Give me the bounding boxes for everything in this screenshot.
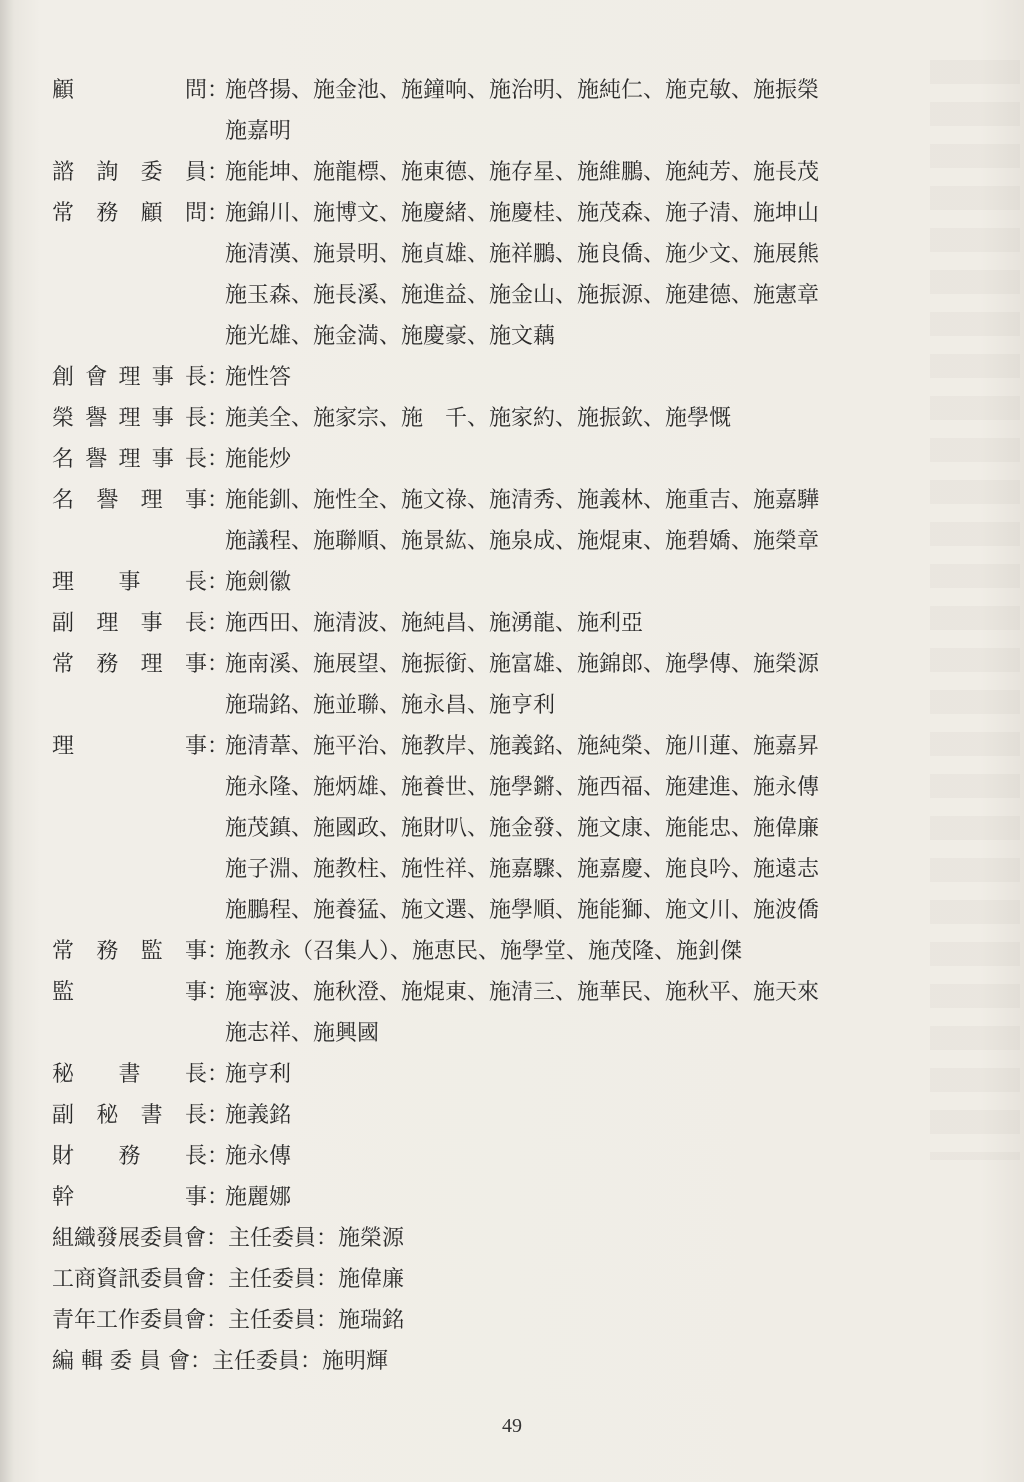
colon-separator: ： [207, 406, 230, 431]
role-label-char: 員 [184, 160, 207, 185]
roster-entry [52, 1054, 932, 1095]
page-number: 49 [502, 1415, 522, 1437]
member-names-line: 施義銘 [225, 1103, 292, 1128]
colon-separator: ： [207, 160, 230, 185]
role-label-char: 副 [52, 611, 75, 636]
role-label-char: 常 [52, 939, 75, 964]
member-names [225, 1136, 291, 1177]
role-label-char: 譽 [85, 406, 108, 431]
colon-separator: ： [207, 1144, 230, 1169]
member-names [225, 603, 643, 644]
role-label-char: 常 [52, 201, 75, 226]
member-names-line: 施能坤、施龍標、施東德、施存星、施維鵬、施純芳、施長茂 [225, 160, 820, 185]
role-label-char: 長 [184, 406, 207, 431]
member-names-line: 施麗娜 [225, 1185, 292, 1210]
role-label-char: 事 [184, 1185, 207, 1210]
role-label [52, 398, 207, 439]
role-label-char: 理 [96, 611, 119, 636]
member-names-line: 施亨利 [225, 1062, 292, 1087]
colon-separator: ： [207, 201, 230, 226]
colon-separator: ： [207, 488, 230, 513]
member-names-line: 施永隆、施炳雄、施養世、施學鏘、施西福、施建進、施永傳 [225, 775, 820, 800]
member-names-line: 施清葦、施平治、施教岸、施義銘、施純榮、施川蓮、施嘉昇 [225, 734, 820, 759]
role-label-char: 詢 [96, 160, 119, 185]
role-label-char: 事 [184, 980, 207, 1005]
role-label [52, 726, 207, 767]
role-label-char: 理 [118, 406, 141, 431]
role-label-char: 事 [184, 652, 207, 677]
role-label [52, 603, 207, 644]
role-label-char: 理 [52, 570, 75, 595]
role-label [52, 1177, 207, 1218]
roster-list [52, 70, 932, 1382]
role-label [52, 193, 207, 234]
member-names [225, 972, 819, 1054]
committee-list [52, 1218, 932, 1382]
role-label-char: 事 [151, 406, 174, 431]
colon-separator: ： [207, 1103, 230, 1128]
role-label [52, 70, 207, 111]
role-label-char: 幹 [52, 1185, 75, 1210]
role-label-char: 長 [184, 570, 207, 595]
roster-entry [52, 726, 932, 931]
role-label [52, 439, 207, 480]
role-label-char: 事 [140, 611, 163, 636]
colon-separator: ： [207, 611, 230, 636]
member-names [225, 439, 291, 480]
colon-separator: ： [207, 570, 230, 595]
roster-entry [52, 931, 932, 972]
member-names-line: 施嘉明 [225, 119, 292, 144]
role-label [52, 1136, 207, 1177]
role-label-char: 理 [140, 488, 163, 513]
role-label [52, 972, 207, 1013]
role-label-char: 秘 [52, 1062, 75, 1087]
role-label [52, 152, 207, 193]
colon-separator: ： [207, 78, 230, 103]
member-names-line: 施子淵、施教柱、施性祥、施嘉驟、施嘉慶、施良吟、施遠志 [225, 857, 820, 882]
role-label-char: 務 [118, 1144, 141, 1169]
role-label [52, 931, 207, 972]
member-names-line: 施錦川、施博文、施慶緒、施慶桂、施茂森、施子清、施坤山 [225, 201, 820, 226]
role-label [52, 1054, 207, 1095]
member-names-line: 施議程、施聯順、施景紘、施泉成、施焜東、施碧嬌、施榮章 [225, 529, 820, 554]
member-names-line: 施性答 [225, 365, 292, 390]
member-names-line: 施玉森、施長溪、施進益、施金山、施振源、施建德、施憲章 [225, 283, 820, 308]
role-label [52, 1095, 207, 1136]
committee-line: 編 輯 委 員 會：主任委員：施明輝 [52, 1349, 388, 1374]
member-names-line: 施能釧、施性全、施文祿、施清秀、施義林、施重吉、施嘉驊 [225, 488, 820, 513]
colon-separator: ： [207, 652, 230, 677]
roster-entry [52, 152, 932, 193]
member-names-line: 施永傳 [225, 1144, 292, 1169]
roster-entry [52, 70, 932, 152]
role-label-char: 長 [184, 611, 207, 636]
role-label-char: 譽 [96, 488, 119, 513]
member-names [225, 562, 291, 603]
member-names [225, 1177, 291, 1218]
role-label-char: 監 [140, 939, 163, 964]
role-label-char: 常 [52, 652, 75, 677]
bleed-through-shadow [930, 60, 1020, 1160]
roster-entry [52, 480, 932, 562]
roster-entry [52, 972, 932, 1054]
committee-line: 組織發展委員會：主任委員：施榮源 [52, 1226, 405, 1251]
colon-separator: ： [207, 939, 230, 964]
role-label-char: 事 [184, 488, 207, 513]
roster-entry [52, 193, 932, 357]
committee-line: 青年工作委員會：主任委員：施瑞銘 [52, 1308, 405, 1333]
roster-entry [52, 562, 932, 603]
roster-entry [52, 644, 932, 726]
member-names-line: 施美全、施家宗、施 千、施家約、施振欽、施學慨 [225, 406, 732, 431]
role-label [52, 562, 207, 603]
role-label-char: 理 [140, 652, 163, 677]
role-label-char: 會 [85, 365, 108, 390]
role-label-char: 顧 [140, 201, 163, 226]
member-names-line: 施志祥、施興國 [225, 1021, 380, 1046]
member-names-line: 施啓揚、施金池、施鐘响、施治明、施純仁、施克敏、施振榮 [225, 78, 820, 103]
role-label-char: 問 [184, 78, 207, 103]
member-names [225, 480, 819, 562]
colon-separator: ： [207, 734, 230, 759]
role-label-char: 秘 [96, 1103, 119, 1128]
role-label-char: 務 [96, 939, 119, 964]
role-label-char: 問 [184, 201, 207, 226]
role-label-char: 事 [184, 939, 207, 964]
role-label-char: 長 [184, 1103, 207, 1128]
roster-entry [52, 357, 932, 398]
colon-separator: ： [207, 1185, 230, 1210]
roster-entry [52, 398, 932, 439]
member-names-line: 施教永（召集人）、施恵民、施學堂、施茂隆、施釗傑 [225, 939, 743, 964]
role-label-char: 委 [140, 160, 163, 185]
member-names [225, 152, 819, 193]
role-label-char: 長 [184, 1062, 207, 1087]
role-label-char: 顧 [52, 78, 75, 103]
member-names [225, 357, 291, 398]
role-label-char: 副 [52, 1103, 75, 1128]
member-names-line: 施光雄、施金満、施慶豪、施文藕 [225, 324, 556, 349]
role-label-char: 理 [52, 734, 75, 759]
member-names [225, 398, 731, 439]
member-names-line: 施劍徽 [225, 570, 292, 595]
role-label-char: 理 [118, 447, 141, 472]
role-label-char: 事 [151, 365, 174, 390]
role-label [52, 644, 207, 685]
role-label-char: 書 [118, 1062, 141, 1087]
member-names [225, 1054, 291, 1095]
roster-entry [52, 1136, 932, 1177]
role-label-char: 名 [52, 488, 75, 513]
member-names-line: 施寧波、施秋澄、施焜東、施清三、施華民、施秋平、施天來 [225, 980, 820, 1005]
role-label-char: 事 [151, 447, 174, 472]
member-names-line: 施西田、施清波、施純昌、施湧龍、施利亞 [225, 611, 644, 636]
role-label-char: 事 [118, 570, 141, 595]
member-names-line: 施南溪、施展望、施振銜、施富雄、施錦郎、施學傳、施榮源 [225, 652, 820, 677]
role-label-char: 長 [184, 365, 207, 390]
role-label-char: 長 [184, 1144, 207, 1169]
role-label-char: 務 [96, 652, 119, 677]
member-names [225, 644, 819, 726]
member-names [225, 193, 819, 357]
colon-separator: ： [207, 447, 230, 472]
colon-separator: ： [207, 980, 230, 1005]
member-names-line: 施鵬程、施養猛、施文選、施學順、施能獅、施文川、施波僑 [225, 898, 820, 923]
member-names [225, 726, 819, 931]
roster-entry [52, 1177, 932, 1218]
role-label [52, 480, 207, 521]
colon-separator: ： [207, 1062, 230, 1087]
role-label-char: 榮 [52, 406, 75, 431]
role-label-char: 創 [52, 365, 75, 390]
roster-entry [52, 439, 932, 480]
roster-entry [52, 1095, 932, 1136]
role-label-char: 諮 [52, 160, 75, 185]
roster-entry [52, 603, 932, 644]
role-label-char: 長 [184, 447, 207, 472]
member-names-line: 施清漢、施景明、施貞雄、施祥鵬、施良僑、施少文、施展熊 [225, 242, 820, 267]
member-names-line: 施茂鎮、施國政、施財叭、施金發、施文康、施能忠、施偉廉 [225, 816, 820, 841]
role-label [52, 357, 207, 398]
colon-separator: ： [207, 365, 230, 390]
member-names [225, 1095, 291, 1136]
role-label-char: 書 [140, 1103, 163, 1128]
role-label-char: 譽 [85, 447, 108, 472]
role-label-char: 事 [184, 734, 207, 759]
role-label-char: 務 [96, 201, 119, 226]
member-names-line: 施能炒 [225, 447, 292, 472]
role-label-char: 財 [52, 1144, 75, 1169]
role-label-char: 名 [52, 447, 75, 472]
member-names [225, 70, 819, 152]
role-label-char: 監 [52, 980, 75, 1005]
role-label-char: 理 [118, 365, 141, 390]
committee-line: 工商資訊委員會：主任委員：施偉廉 [52, 1267, 405, 1292]
member-names-line: 施瑞銘、施並聯、施永昌、施亨利 [225, 693, 556, 718]
member-names [225, 931, 742, 972]
